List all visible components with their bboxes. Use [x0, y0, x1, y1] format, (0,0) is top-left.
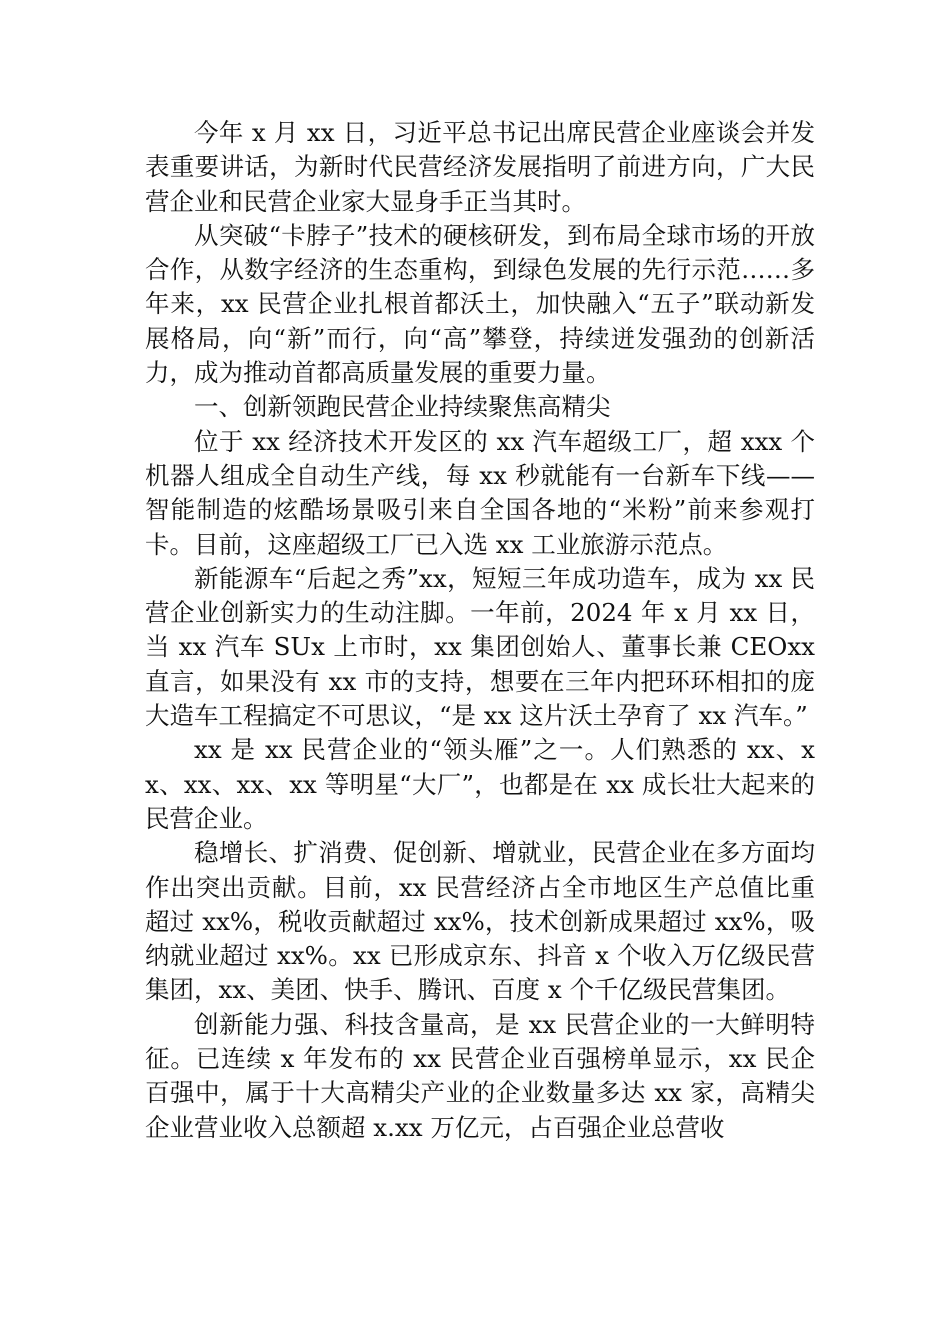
paragraph-intro-2: 从突破“卡脖子”技术的硬核研发，到布局全球市场的开放合作，从数字经济的生态重构，到绿色发展的先行示范……多年来，xx 民营企业扎根首都沃土，加快融入“五子”联动新发展格局，向“新”而行，向“高”攀登，持续迸发强劲的创新活力，成为推动首都高质量发展的重要力量。	[145, 220, 815, 388]
paragraph-factory: 位于 xx 经济技术开发区的 xx 汽车超级工厂，超 xxx 个机器人组成全自动生产线，每 xx 秒就能有一台新车下线——智能制造的炫酷场景吸引来自全国各地的“米粉”前来参观打卡。目前，这座超级工厂已入选 xx 工业旅游示范点。	[145, 426, 815, 559]
paragraph-leading-goose: xx 是 xx 民营企业的“领头雁”之一。人们熟悉的 xx、xx、xx、xx、xx 等明星“大厂”，也都是在 xx 成长壮大起来的民营企业。	[145, 735, 815, 833]
section-heading: 一、创新领跑民营企业持续聚焦高精尖	[194, 392, 611, 422]
paragraph-new-energy-car: 新能源车“后起之秀”xx，短短三年成功造车，成为 xx 民营企业创新实力的生动注脚。一年前，2024 年 x 月 xx 日，当 xx 汽车 SUx 上市时，xx 集团创始人、董事长兼 CEOxx 直言，如果没有 xx 市的支持，想要在三年内把环环相扣的庞大造车工程搞定不可思议，“是 xx 这片沃土孕育了 xx 汽车。”	[145, 563, 815, 731]
paragraph-innovation: 创新能力强、科技含量高，是 xx 民营企业的一大鲜明特征。已连续 x 年发布的 xx 民营企业百强榜单显示，xx 民企百强中，属于十大高精尖产业的企业数量多达 xx 家，高精尖企业营业收入总额超 x.xx 万亿元，占百强企业总营收	[145, 1009, 815, 1142]
document-body	[145, 116, 815, 1145]
paragraph-contribution: 稳增长、扩消费、促创新、增就业，民营企业在多方面均作出突出贡献。目前，xx 民营经济占全市地区生产总值比重超过 xx%，税收贡献超过 xx%，技术创新成果超过 xx%，吸纳就业超过 xx%。xx 已形成京东、抖音 x 个收入万亿级民营集团，xx、美团、快手、腾讯、百度 x 个千亿级民营集团。	[145, 838, 815, 1005]
paragraph-intro-1: 今年 x 月 xx 日，习近平总书记出席民营企业座谈会并发表重要讲话，为新时代民营经济发展指明了前进方向，广大民营企业和民营企业家大显身手正当其时。	[145, 118, 815, 216]
